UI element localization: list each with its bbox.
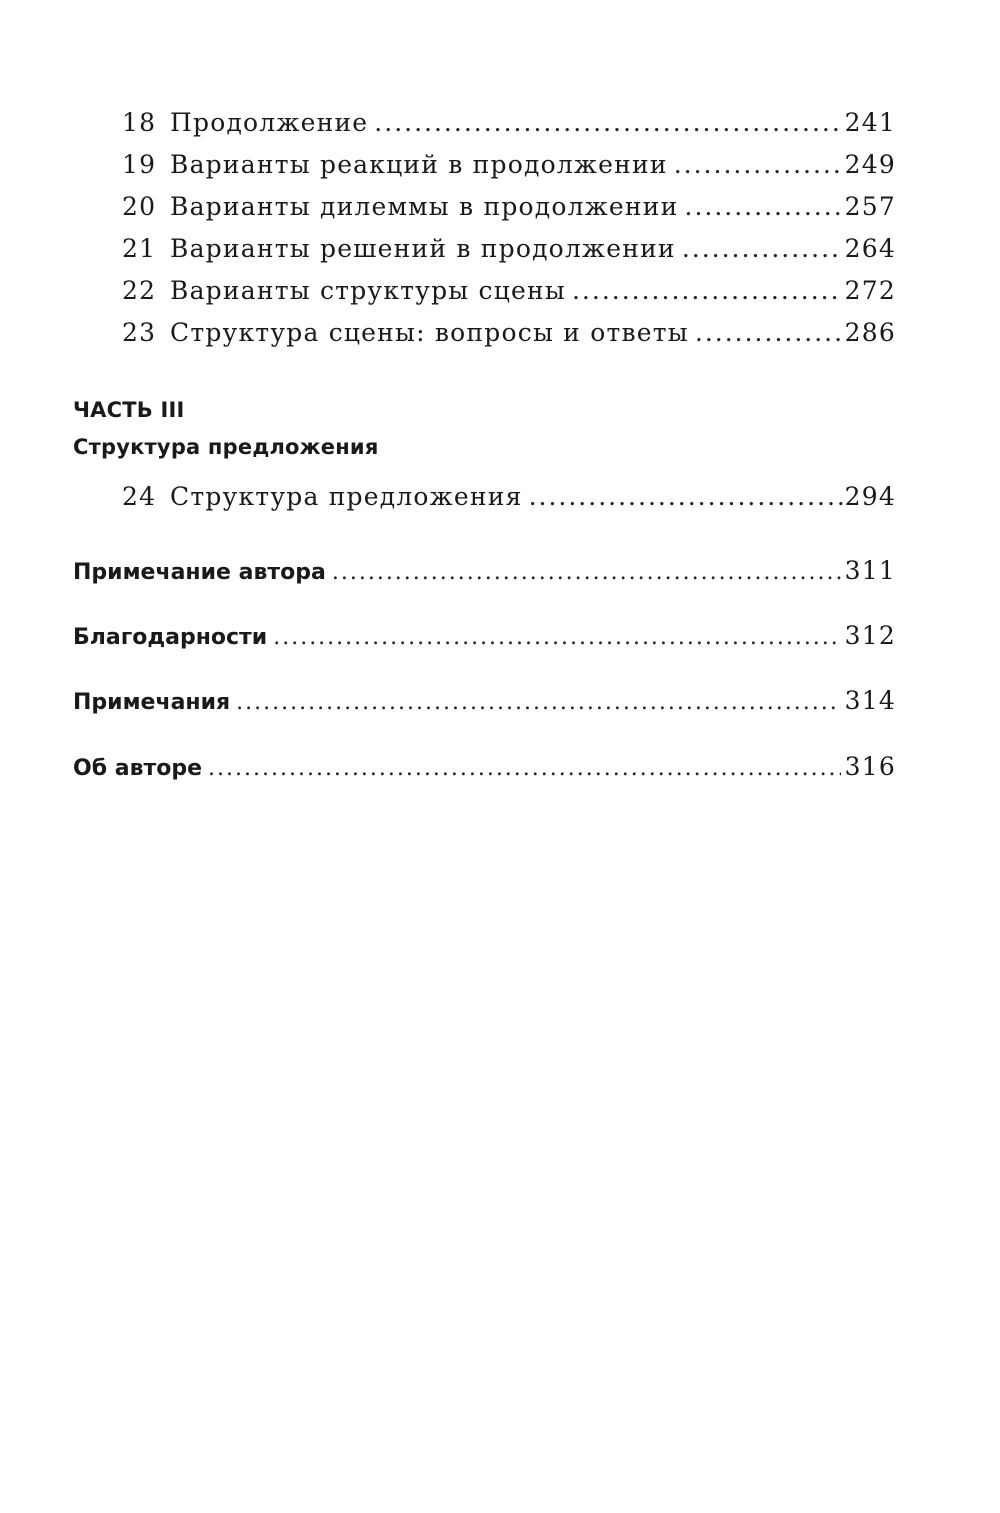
dot-leader	[374, 108, 842, 137]
chapter-number: 18	[122, 108, 157, 137]
part-title: Структура предложения	[73, 435, 379, 459]
dot-leader	[674, 150, 843, 179]
dot-leader	[529, 482, 843, 511]
chapter-title: Структура сцены: вопросы и ответы	[170, 318, 689, 347]
chapter-number: 22	[122, 276, 157, 305]
toc-entry-chapter-23[interactable]	[122, 318, 896, 360]
dot-leader	[273, 625, 840, 650]
page-number: 257	[844, 192, 896, 221]
page-number: 241	[844, 108, 896, 137]
toc-entry-chapter-20[interactable]	[122, 192, 896, 234]
chapter-title: Варианты структуры сцены	[170, 276, 566, 305]
back-matter-title: Благодарности	[73, 625, 268, 650]
dot-leader	[208, 756, 841, 781]
chapter-title: Структура предложения	[170, 482, 523, 511]
toc-entry-acknowledgements[interactable]	[73, 621, 896, 661]
chapter-title: Варианты реакций в продолжении	[170, 150, 668, 179]
toc-entry-chapter-18[interactable]	[122, 108, 896, 150]
page-number: 316	[844, 752, 896, 781]
chapter-title: Продолжение	[170, 108, 369, 137]
chapter-number: 24	[122, 482, 157, 511]
chapter-number: 19	[122, 150, 157, 179]
dot-leader	[236, 690, 841, 715]
dot-leader	[572, 276, 843, 305]
toc-entry-chapter-21[interactable]	[122, 234, 896, 276]
back-matter-title: Об авторе	[73, 756, 203, 781]
page-number: 286	[844, 318, 896, 347]
page-number: 312	[844, 621, 896, 650]
dot-leader	[695, 318, 843, 347]
page-number: 294	[844, 482, 896, 511]
page-number: 314	[844, 686, 896, 715]
part-label: ЧАСТЬ III	[73, 398, 185, 422]
dot-leader	[685, 192, 843, 221]
toc-entry-notes[interactable]	[73, 686, 896, 726]
toc-entry-chapter-19[interactable]	[122, 150, 896, 192]
page-number: 264	[844, 234, 896, 263]
page-number: 272	[844, 276, 896, 305]
toc-entry-author-note[interactable]	[73, 556, 896, 596]
chapter-number: 23	[122, 318, 157, 347]
chapter-title: Варианты дилеммы в продолжении	[170, 192, 679, 221]
back-matter-title: Примечание автора	[73, 560, 326, 585]
back-matter-title: Примечания	[73, 690, 231, 715]
toc-entry-chapter-22[interactable]	[122, 276, 896, 318]
chapter-title: Варианты решений в продолжении	[170, 234, 676, 263]
toc-entry-chapter-24[interactable]	[122, 482, 896, 524]
dot-leader	[682, 234, 843, 263]
page-number: 311	[844, 556, 896, 585]
toc-entry-about-author[interactable]	[73, 752, 896, 792]
chapter-number: 21	[122, 234, 157, 263]
chapter-number: 20	[122, 192, 157, 221]
page-number: 249	[844, 150, 896, 179]
dot-leader	[332, 560, 841, 585]
